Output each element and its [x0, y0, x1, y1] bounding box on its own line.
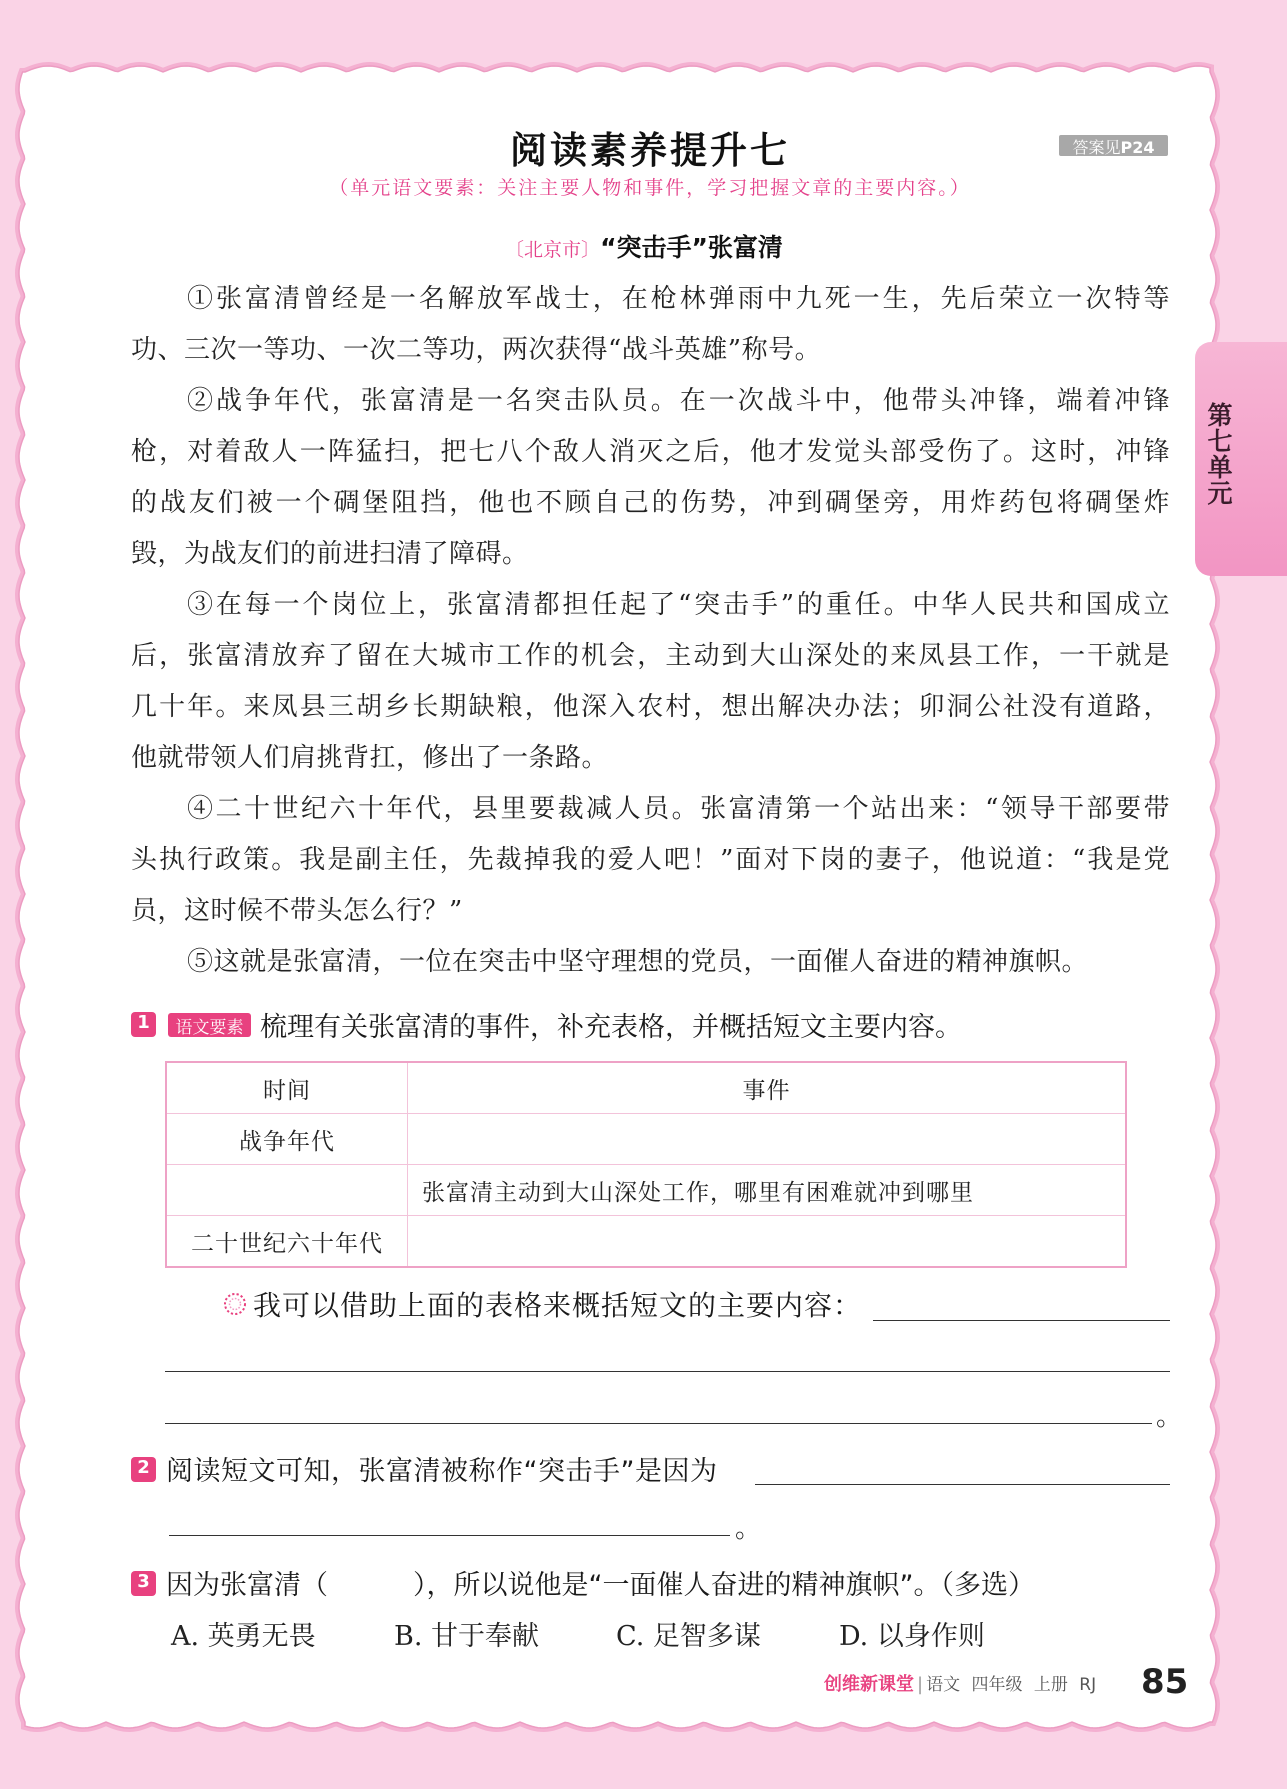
paragraph-4: [131, 784, 1170, 937]
table-header-row: [166, 1062, 1126, 1114]
answer-blank-line: [169, 1535, 730, 1536]
paragraph-line: 几十年。来凤县三胡乡长期缺粮，他深入农村，想出解决办法；卯洞公社没有道路，: [131, 692, 1170, 722]
article-heading: [434, 228, 854, 264]
question-2-number-badge: 2: [131, 1457, 156, 1482]
article-title: “突击手”张富清: [600, 233, 783, 262]
paragraph-line: 他就带领人们肩挑背扛，修出了一条路。: [131, 743, 609, 773]
article-source: 〔北京市〕: [505, 239, 601, 261]
paragraph-3: [131, 580, 1170, 784]
paragraph-line: 的战友们被一个碉堡阻挡，他也不顾自己的伤势，冲到碉堡旁，用炸药包将碉堡炸: [131, 488, 1170, 518]
paragraph-line: ①张富清曾经是一名解放军战士，在枪林弹雨中九死一生，先后荣立一次特等: [187, 284, 1170, 314]
footer-book-info: 语文 四年级 上册 RJ: [926, 1675, 1097, 1695]
events-table: [165, 1061, 1127, 1268]
unit-label: 第七单元: [1204, 402, 1233, 506]
answer-blank-line: [755, 1484, 1170, 1485]
table-cell: [408, 1216, 1127, 1268]
answer-prefix: 答案见: [1072, 138, 1121, 157]
question-3-text-before: 因为张富清（: [166, 1570, 328, 1601]
paragraph-5: [131, 937, 1170, 988]
option-b: B. 甘于奉献: [394, 1621, 540, 1652]
table-cell: 二十世纪六十年代: [166, 1216, 408, 1268]
question-2-text: 阅读短文可知，张富清被称作“突击手”是因为: [166, 1456, 718, 1487]
paragraph-line: 枪，对着敌人一阵猛扫，把七八个敌人消灭之后，他才发觉头部受伤了。这时，冲锋: [131, 437, 1170, 467]
table-header-cell: 时间: [166, 1062, 408, 1114]
question-3-text-after: ），所以说他是“一面催人奋进的精神旗帜”。（多选）: [413, 1570, 1035, 1601]
table-cell: [408, 1114, 1127, 1165]
summary-hint-text: 我可以借助上面的表格来概括短文的主要内容：: [253, 1289, 863, 1322]
answer-blank-line: [165, 1423, 1152, 1424]
question-1-text: 梳理有关张富清的事件，补充表格，并概括短文主要内容。: [260, 1012, 962, 1043]
table-header-cell: 事件: [408, 1062, 1127, 1114]
paragraph-line: 员，这时候不带头怎么行？”: [131, 896, 463, 926]
table-row: [166, 1165, 1126, 1216]
paragraph-line: 毁，为战友们的前进扫清了障碍。: [131, 539, 529, 569]
footer-separator: |: [917, 1674, 924, 1695]
table-row: [166, 1216, 1126, 1268]
paragraph-line: ④二十世纪六十年代，县里要裁减人员。张富清第一个站出来：“领导干部要带: [187, 794, 1170, 824]
paragraph-line: ⑤这就是张富清，一位在突击中坚守理想的党员，一面催人奋进的精神旗帜。: [187, 947, 1089, 977]
paragraph-line: ③在每一个岗位上，张富清都担任起了“突击手”的重任。中华人民共和国成立: [187, 590, 1170, 620]
unit-requirement-subtitle: （单元语文要素：关注主要人物和事件，学习把握文章的主要内容。）: [329, 177, 971, 199]
paragraph-line: 头执行政策。我是副主任，先裁掉我的爱人吧！”面对下岗的妻子，他说道：“我是党: [131, 845, 1170, 875]
page-number: 85: [1141, 1662, 1189, 1702]
option-a: A. 英勇无畏: [171, 1621, 316, 1652]
answer-blank-line: [165, 1371, 1170, 1372]
footer-brand: 创维新课堂: [824, 1674, 914, 1695]
table-cell: [166, 1165, 408, 1216]
end-period: 。: [1156, 1402, 1183, 1432]
question-3-text: [166, 1563, 1035, 1602]
table-row: [166, 1114, 1126, 1165]
table-cell: 战争年代: [166, 1114, 408, 1165]
paragraph-line: ②战争年代，张富清是一名突击队员。在一次战斗中，他带头冲锋，端着冲锋: [187, 386, 1170, 416]
question-3-number-badge: 3: [131, 1571, 156, 1596]
paragraph-1: [131, 274, 1170, 376]
table-cell: 张富清主动到大山深处工作，哪里有困难就冲到哪里: [408, 1165, 1127, 1216]
paragraph-line: 功、三次一等功、一次二等功，两次获得“战斗英雄”称号。: [131, 335, 822, 365]
answer-reference-badge: [1059, 135, 1168, 156]
question-1-tag: 语文要素: [168, 1013, 251, 1037]
option-c: C. 足智多谋: [616, 1621, 761, 1652]
paragraph-2: [131, 376, 1170, 580]
answer-page: P24: [1120, 138, 1155, 157]
end-period: 。: [735, 1514, 762, 1544]
paragraph-line: 后，张富清放弃了留在大城市工作的机会，主动到大山深处的来凤县工作，一干就是: [131, 641, 1170, 671]
page-footer: [824, 1670, 1096, 1700]
page-title: 阅读素养提升七: [510, 129, 790, 172]
unit-side-tab: [1195, 342, 1287, 576]
article-body: [131, 274, 1170, 988]
answer-blank-line: [873, 1320, 1170, 1321]
question-1-number-badge: 1: [131, 1012, 156, 1037]
flower-icon: [222, 1291, 248, 1317]
option-d: D. 以身作则: [839, 1621, 985, 1652]
